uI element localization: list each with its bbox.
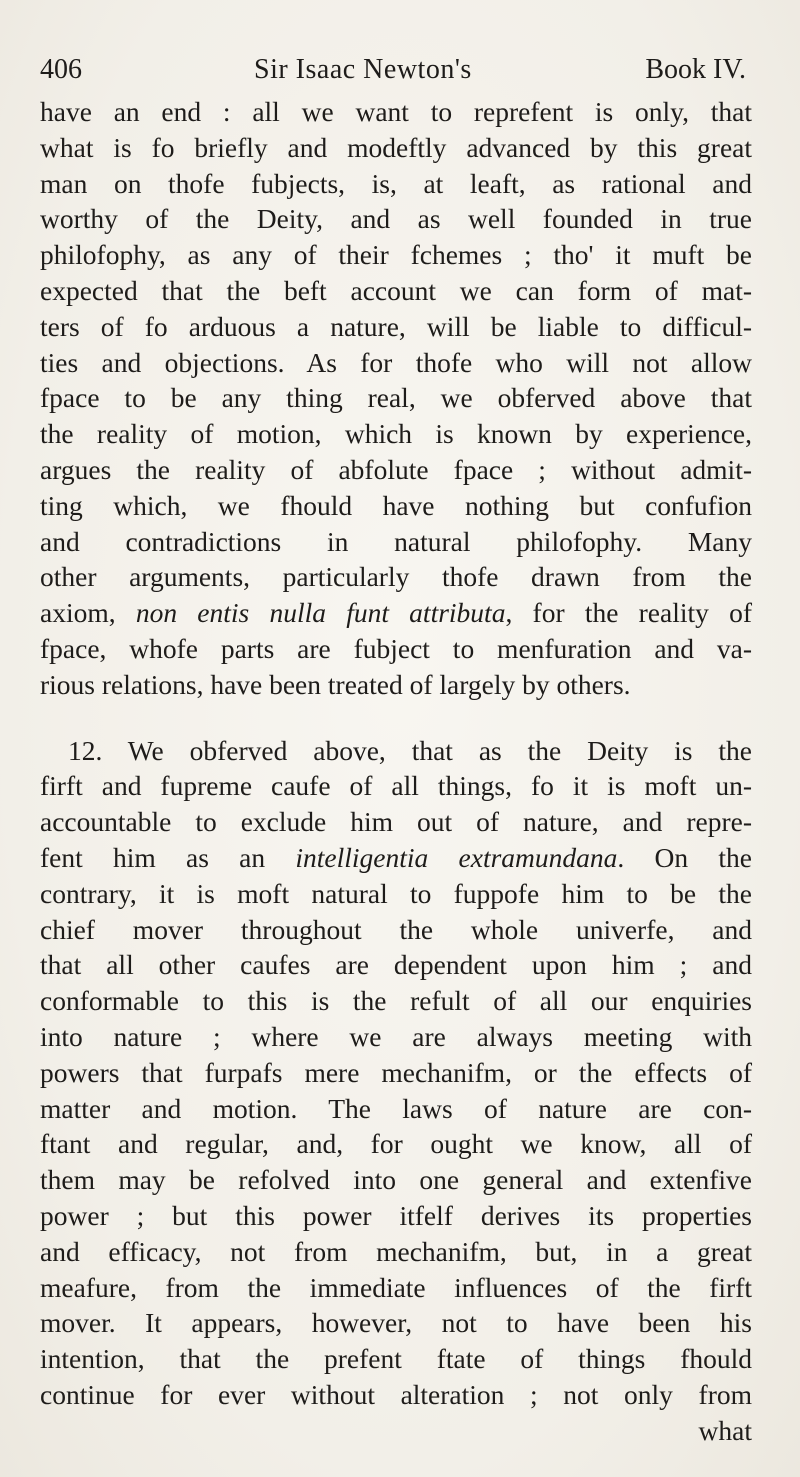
text-line: have an end : all we want to reprefent is only, that (40, 96, 752, 127)
text-line: mover. It appears, however, not to have been his (40, 1307, 752, 1339)
text-line: and contradictions in natural philofophy. Many (40, 525, 752, 557)
text-line: ters of fo arduous a nature, will be liable to difficul- (40, 310, 752, 342)
text-line (40, 595, 752, 631)
text-segment: , for the reality of (505, 597, 752, 629)
text-line: matter and motion. The laws of nature are con- (40, 1092, 752, 1124)
text-segment: . On the (617, 841, 752, 873)
text-line: worthy of the Deity, and as well founded in true (40, 203, 752, 235)
text-line: fpace to be any thing real, we obferved above that (40, 382, 752, 414)
text-line: ftant and regular, and, for ought we know, all of (40, 1128, 752, 1160)
text-segment: fent him as an (40, 841, 296, 873)
text-line: chief mover throughout the whole univerfe, and (40, 913, 752, 945)
text-line: intention, that the prefent ftate of things fhould (40, 1343, 752, 1375)
text-line: accountable to exclude him out of nature, and repre- (40, 806, 752, 838)
text-line: that all other caufes are dependent upon him ; and (40, 949, 752, 981)
text-line: 12. We obferved above, that as the Deity is the (68, 734, 752, 766)
text-line: fpace, whofe parts are fubject to menfuration and va- (40, 632, 752, 664)
running-title: Sir Isaac Newton's (254, 54, 472, 85)
text-line: rious relations, have been treated of largely by others. (40, 668, 631, 700)
text-line: conformable to this is the refult of all our enquiries (40, 985, 752, 1017)
page-number: 406 (40, 54, 82, 85)
text-line: expected that the beft account we can form of mat- (40, 274, 752, 306)
text-line: them may be refolved into one general and extenfive (40, 1164, 752, 1196)
paragraph (40, 733, 752, 1413)
running-header (40, 50, 746, 90)
italic-phrase: non entis nulla funt attributa (135, 597, 506, 629)
text-line: firft and fupreme caufe of all things, fo it is moft un- (40, 770, 752, 802)
text-line: man on thofe fubjects, is, at leaft, as rational and (40, 167, 752, 199)
text-line: power ; but this power itfelf derives its properties (40, 1199, 752, 1231)
catchword: what (698, 1414, 752, 1446)
text-segment: axiom, (40, 597, 136, 629)
book-label: Book IV. (645, 54, 746, 85)
text-line: ting which, we fhould have nothing but confufion (40, 489, 752, 521)
text-line: ties and objections. As for thofe who will not allow (40, 346, 752, 378)
text-line: argues the reality of abfolute fpace ; without admit- (40, 453, 752, 485)
body-text (40, 94, 752, 1448)
text-line: what is fo briefly and modeftly advanced by this great (40, 131, 752, 163)
text-line: other arguments, particularly thofe drawn from the (40, 561, 752, 593)
text-line: the reality of motion, which is known by experience, (40, 418, 752, 450)
text-line: continue for ever without alteration ; not only from (40, 1378, 752, 1410)
text-line: into nature ; where we are always meeting with (40, 1020, 752, 1052)
text-line: powers that furpafs mere mechanifm, or the effects of (40, 1056, 752, 1088)
text-line: meafure, from the immediate influences of the firft (40, 1271, 752, 1303)
text-line: contrary, it is moft natural to fuppofe him to be the (40, 877, 752, 909)
italic-phrase: intelligentia extramundana (295, 841, 618, 873)
text-line: philofophy, as any of their fchemes ; tho' it muft be (40, 239, 752, 271)
text-line (40, 840, 752, 876)
text-line: and efficacy, not from mechanifm, but, in a great (40, 1235, 752, 1267)
paragraph-gap (40, 703, 752, 733)
paragraph (40, 94, 752, 703)
